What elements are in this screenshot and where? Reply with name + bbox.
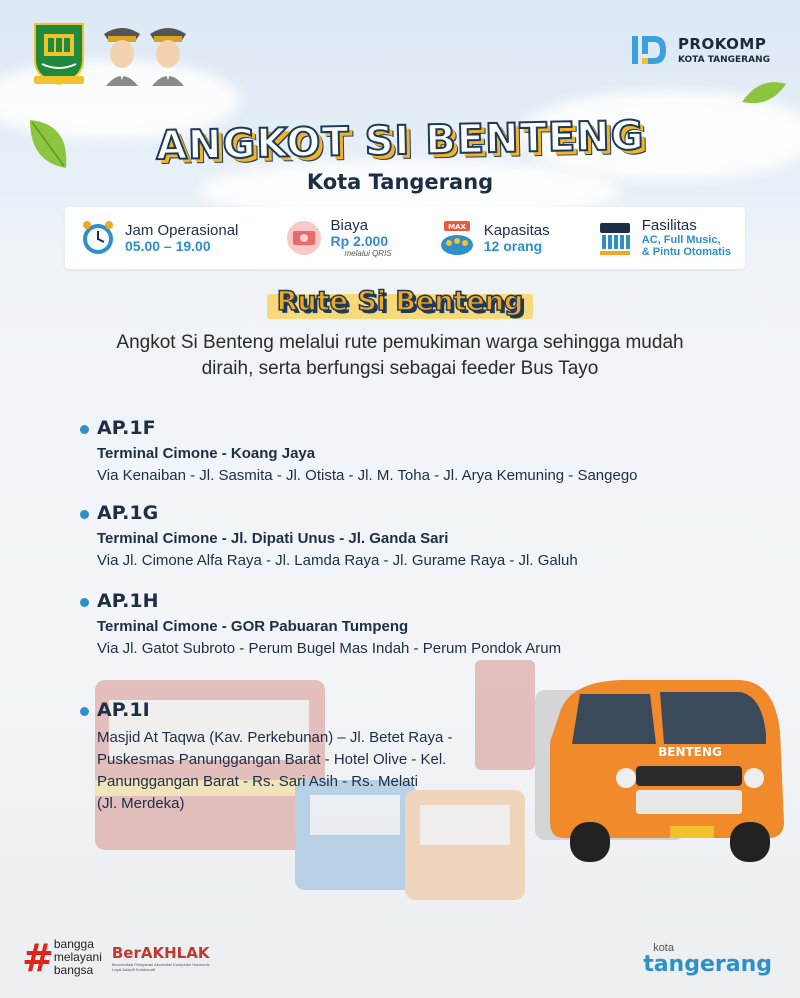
route-code: AP.1I xyxy=(97,699,150,721)
intro-line: diraih, serta berfungsi sebagai feeder Bus Tayo xyxy=(201,358,599,379)
route-item xyxy=(80,699,530,819)
page-title: ANGKOT SI BENTENG xyxy=(155,112,645,170)
route-code: AP.1G xyxy=(97,502,159,524)
prokomp-logo xyxy=(630,30,770,70)
route-item xyxy=(80,417,760,487)
info-operating-hours xyxy=(79,219,238,257)
bangga-line: bangga xyxy=(53,937,94,951)
section-title: Rute Si Benteng xyxy=(271,286,530,317)
berakhlak-title: BerAKHLAK xyxy=(111,944,210,962)
berakhlak-sub: Berorientasi Pelayanan Akuntabel Kompeten Harmonis Loyal Adaptif Kolaboratif xyxy=(111,962,210,972)
info-value: & Pintu Otomatis xyxy=(641,246,731,258)
tangerang-text: tangerang xyxy=(643,952,772,977)
title-block xyxy=(0,112,800,194)
info-strip xyxy=(65,207,745,269)
route-main: Terminal Cimone - Koang Jaya xyxy=(97,445,316,462)
bullet-icon xyxy=(80,425,89,434)
hash-symbol: # xyxy=(22,935,54,980)
facility-icon xyxy=(596,219,634,257)
route-code: AP.1F xyxy=(97,417,156,439)
bullet-icon xyxy=(80,707,89,716)
intro-line: Angkot Si Benteng melalui rute pemukiman warga sehingga mudah xyxy=(116,332,684,353)
route-via: Via Jl. Cimone Alfa Raya - Jl. Lamda Raya - Jl. Gurame Raya - Jl. Galuh xyxy=(97,552,578,569)
route-item xyxy=(80,590,760,660)
route-item xyxy=(80,502,760,572)
city-emblem-logo xyxy=(30,20,88,86)
info-value: AC, Full Music, xyxy=(641,234,721,246)
route-line: (Jl. Merdeka) xyxy=(97,795,185,812)
clock-icon xyxy=(79,219,117,257)
info-facilities xyxy=(596,218,731,258)
route-via: Via Kenaiban - Jl. Sasmita - Jl. Otista - Jl. M. Toha - Jl. Arya Kemuning - Sangego xyxy=(97,467,638,484)
info-note: melalui QRIS xyxy=(344,249,392,258)
info-value: 12 orang xyxy=(483,237,543,254)
info-label: Jam Operasional xyxy=(125,221,239,239)
official-avatar xyxy=(146,20,190,86)
bullet-icon xyxy=(80,598,89,607)
money-icon xyxy=(285,219,323,257)
footer-left-logos xyxy=(22,935,212,980)
route-via: Via Jl. Gatot Subroto - Perum Bugel Mas Indah - Perum Pondok Arum xyxy=(97,640,562,657)
intro-text xyxy=(60,330,740,382)
page-subtitle: Kota Tangerang xyxy=(306,170,494,194)
prokomp-sub: KOTA TANGERANG xyxy=(677,55,770,65)
route-line: Panunggangan Barat - Rs. Sari Asih - Rs. Melati xyxy=(97,773,418,790)
info-value: 05.00 – 19.00 xyxy=(125,237,211,254)
route-main: Terminal Cimone - GOR Pabuaran Tumpeng xyxy=(97,618,409,635)
info-value: Rp 2.000 xyxy=(330,233,389,249)
kota-label: kota xyxy=(653,942,674,954)
info-fare xyxy=(285,218,392,258)
prokomp-name: PROKOMP xyxy=(677,35,767,53)
route-description xyxy=(97,727,517,815)
route-code: AP.1H xyxy=(97,590,159,612)
bullet-icon xyxy=(80,510,89,519)
bangga-line: bangsa xyxy=(53,963,94,977)
kota-tangerang-logo xyxy=(643,942,772,976)
bangga-line: melayani xyxy=(53,950,102,964)
van-label: BENTENG xyxy=(658,745,722,759)
route-main: Terminal Cimone - Jl. Dipati Unus - Jl. Ganda Sari xyxy=(97,530,449,547)
angkot-van-image xyxy=(540,672,790,872)
route-line: Puskesmas Panunggangan Barat - Hotel Olive - Kel. xyxy=(97,751,447,768)
svg-text:MAX: MAX xyxy=(447,223,466,231)
info-label: Fasilitas xyxy=(641,217,697,234)
info-capacity xyxy=(438,219,550,257)
leaf-decoration-icon xyxy=(740,78,788,106)
section-heading-block xyxy=(0,286,800,317)
route-line: Masjid At Taqwa (Kav. Perkebunan) – Jl. Betet Raya - xyxy=(97,729,453,746)
prokomp-icon xyxy=(630,30,670,70)
berakhlak-logo xyxy=(112,943,212,972)
info-label: Kapasitas xyxy=(483,221,550,239)
official-avatar xyxy=(100,20,144,86)
info-label: Biaya xyxy=(330,217,369,234)
capacity-icon xyxy=(438,219,476,257)
tangerang-label xyxy=(643,952,772,977)
bangga-melayani-logo xyxy=(22,935,102,980)
